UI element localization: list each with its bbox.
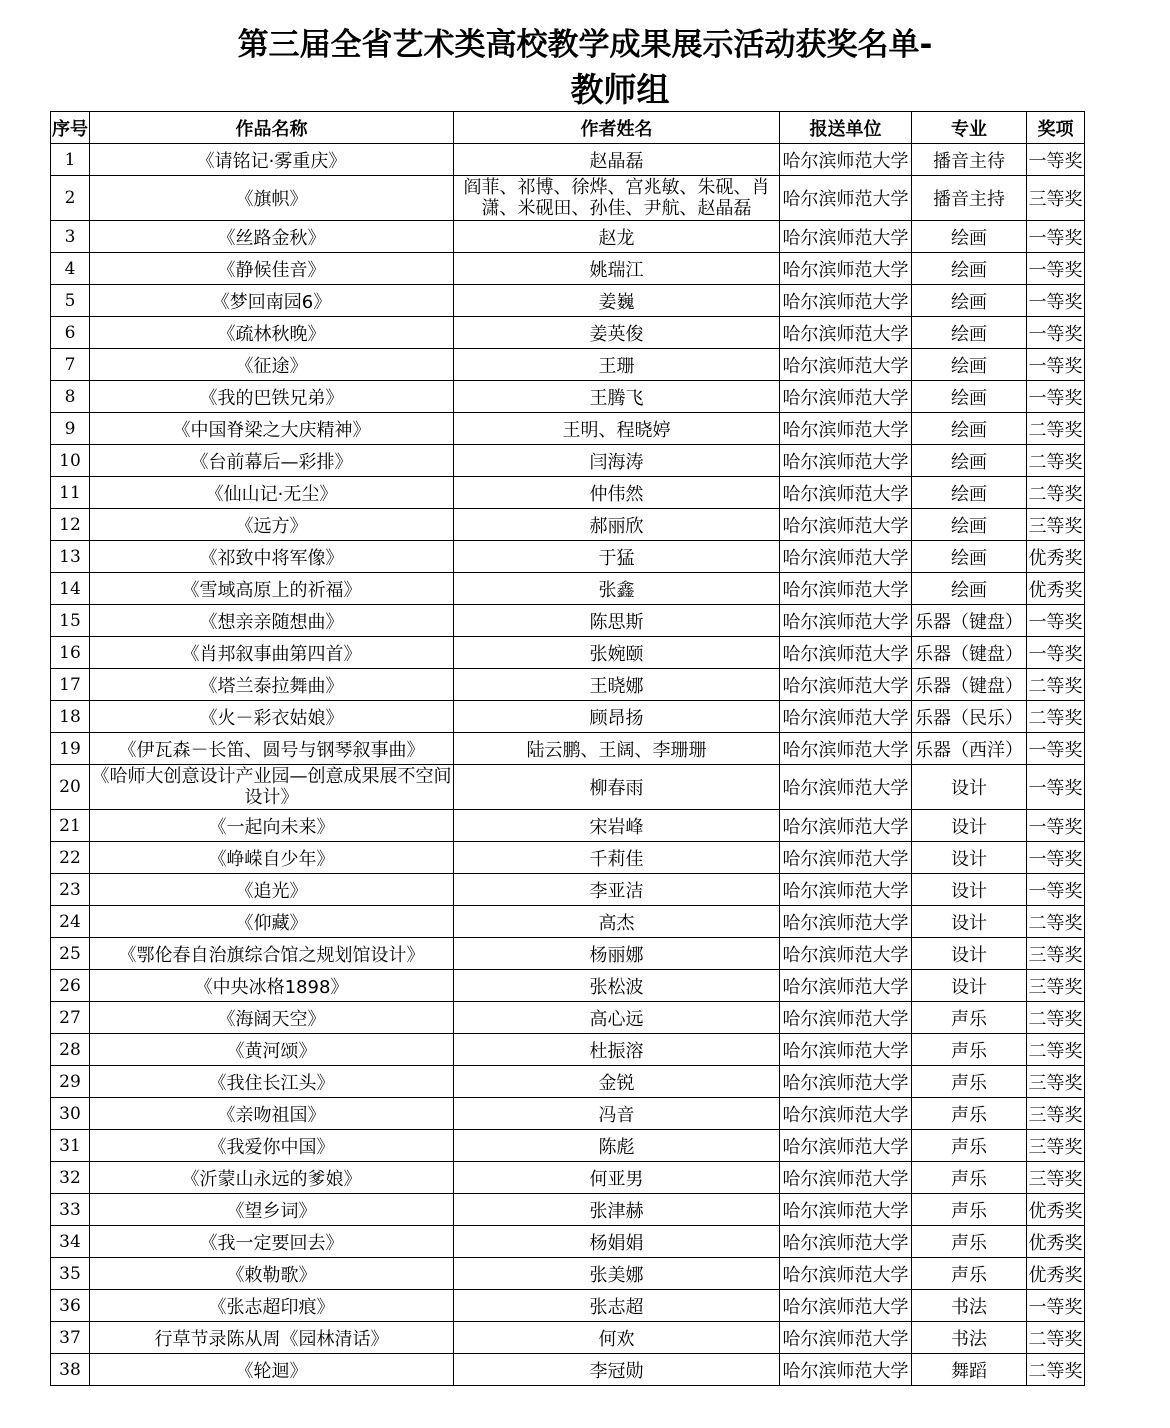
table-row [51,1258,1085,1290]
row-award: 二等奖 [1027,906,1085,938]
row-author: 王腾飞 [454,381,780,413]
row-unit: 哈尔滨师范大学 [780,874,912,906]
row-award: 三等奖 [1027,1098,1085,1130]
row-work-title: 《海阔天空》 [90,1002,454,1034]
row-author: 何欢 [454,1322,780,1354]
row-work-title: 《峥嵘自少年》 [90,842,454,874]
row-unit: 哈尔滨师范大学 [780,445,912,477]
row-index: 34 [51,1226,90,1258]
row-award: 三等奖 [1027,970,1085,1002]
row-author: 姜英俊 [454,317,780,349]
table-row [51,445,1085,477]
row-index: 25 [51,938,90,970]
row-award: 三等奖 [1027,176,1085,221]
row-major: 绘画 [912,573,1027,605]
row-unit: 哈尔滨师范大学 [780,1130,912,1162]
row-major: 设计 [912,810,1027,842]
table-row [51,970,1085,1002]
row-unit: 哈尔滨师范大学 [780,637,912,669]
row-index: 2 [51,176,90,221]
table-row [51,1098,1085,1130]
table-row [51,285,1085,317]
row-work-title: 《静候佳音》 [90,253,454,285]
row-index: 32 [51,1162,90,1194]
row-major: 绘画 [912,541,1027,573]
row-work-title: 《疏林秋晚》 [90,317,454,349]
row-index: 30 [51,1098,90,1130]
table-row [51,1322,1085,1354]
row-work-title: 《中国脊梁之大庆精神》 [90,413,454,445]
row-major: 乐器（西洋） [912,733,1027,765]
row-work-title: 《敕勒歌》 [90,1258,454,1290]
table-row [51,1002,1085,1034]
row-index: 17 [51,669,90,701]
row-work-title: 《哈师大创意设计产业园—创意成果展不空间设计》 [91,766,452,808]
row-award: 优秀奖 [1027,1226,1085,1258]
table-row [51,874,1085,906]
row-major: 绘画 [912,509,1027,541]
row-award: 三等奖 [1027,1066,1085,1098]
table-row [51,1226,1085,1258]
table-row [51,1290,1085,1322]
row-index: 7 [51,349,90,381]
table-row [51,637,1085,669]
row-unit: 哈尔滨师范大学 [780,317,912,349]
row-work-title: 《丝路金秋》 [90,221,454,253]
row-major: 绘画 [912,221,1027,253]
row-award: 优秀奖 [1027,1194,1085,1226]
row-unit: 哈尔滨师范大学 [780,285,912,317]
row-unit: 哈尔滨师范大学 [780,1066,912,1098]
row-unit: 哈尔滨师范大学 [780,701,912,733]
row-unit: 哈尔滨师范大学 [780,144,912,176]
row-work-title: 《想亲亲随想曲》 [90,605,454,637]
row-index: 13 [51,541,90,573]
row-index: 35 [51,1258,90,1290]
row-author: 张津赫 [454,1194,780,1226]
row-author: 千莉佳 [454,842,780,874]
row-work-title: 《雪域高原上的祈福》 [90,573,454,605]
row-index: 10 [51,445,90,477]
document-title: 第三届全省艺术类高校教学成果展示活动获奖名单- [237,27,933,63]
row-major: 绘画 [912,317,1027,349]
row-award: 二等奖 [1027,477,1085,509]
table-row [51,669,1085,701]
header-unit: 报送单位 [780,112,912,144]
row-major: 乐器（键盘） [912,669,1027,701]
row-unit: 哈尔滨师范大学 [780,733,912,765]
row-author: 杜振溶 [454,1034,780,1066]
row-work-title: 《征途》 [90,349,454,381]
row-unit: 哈尔滨师范大学 [780,906,912,938]
row-award: 优秀奖 [1027,1258,1085,1290]
row-author: 陈彪 [454,1130,780,1162]
row-unit: 哈尔滨师范大学 [780,1034,912,1066]
row-major: 声乐 [912,1258,1027,1290]
row-index: 18 [51,701,90,733]
row-unit: 哈尔滨师范大学 [780,1322,912,1354]
row-index: 11 [51,477,90,509]
row-major: 乐器（键盘） [912,605,1027,637]
row-unit: 哈尔滨师范大学 [780,1002,912,1034]
row-award: 优秀奖 [1027,573,1085,605]
row-award: 二等奖 [1027,669,1085,701]
table-row [51,1162,1085,1194]
table-row [51,1066,1085,1098]
row-author: 仲伟然 [454,477,780,509]
row-unit: 哈尔滨师范大学 [780,381,912,413]
row-author: 高心远 [454,1002,780,1034]
row-award: 一等奖 [1027,874,1085,906]
row-author: 宋岩峰 [454,810,780,842]
row-index: 26 [51,970,90,1002]
row-unit: 哈尔滨师范大学 [780,349,912,381]
table-row [51,509,1085,541]
row-author: 冯音 [454,1098,780,1130]
row-award: 一等奖 [1027,605,1085,637]
row-work-title: 《张志超印痕》 [90,1290,454,1322]
row-major: 设计 [912,970,1027,1002]
table-body [51,144,1085,1386]
row-author: 柳春雨 [454,765,780,810]
table-row [51,1034,1085,1066]
row-award: 优秀奖 [1027,541,1085,573]
row-author: 张婉颐 [454,637,780,669]
row-unit: 哈尔滨师范大学 [780,842,912,874]
row-index: 21 [51,810,90,842]
row-award: 二等奖 [1027,413,1085,445]
row-index: 22 [51,842,90,874]
row-work-title: 《我的巴铁兄弟》 [90,381,454,413]
table-row [51,810,1085,842]
row-work-title: 《一起向未来》 [90,810,454,842]
row-unit: 哈尔滨师范大学 [780,541,912,573]
row-major: 绘画 [912,477,1027,509]
row-work-title: 《仰藏》 [90,906,454,938]
row-author: 王晓娜 [454,669,780,701]
row-index: 19 [51,733,90,765]
row-major: 声乐 [912,1034,1027,1066]
row-index: 38 [51,1354,90,1386]
row-major: 绘画 [912,253,1027,285]
row-unit: 哈尔滨师范大学 [780,1098,912,1130]
row-unit: 哈尔滨师范大学 [780,1162,912,1194]
row-major: 乐器（键盘） [912,637,1027,669]
row-author: 于猛 [454,541,780,573]
row-major: 设计 [912,765,1027,810]
row-index: 20 [51,765,90,810]
table-row [51,221,1085,253]
row-unit: 哈尔滨师范大学 [780,765,912,810]
row-award: 一等奖 [1027,637,1085,669]
header-author: 作者姓名 [454,112,780,144]
row-award: 一等奖 [1027,285,1085,317]
row-unit: 哈尔滨师范大学 [780,605,912,637]
row-unit: 哈尔滨师范大学 [780,669,912,701]
table-row [51,605,1085,637]
row-work-title: 《远方》 [90,509,454,541]
table-header-row [51,112,1085,144]
row-award: 三等奖 [1027,1130,1085,1162]
header-index: 序号 [51,112,90,144]
row-award: 三等奖 [1027,509,1085,541]
row-award: 一等奖 [1027,1290,1085,1322]
row-major: 书法 [912,1322,1027,1354]
row-award: 一等奖 [1027,349,1085,381]
row-index: 36 [51,1290,90,1322]
row-major: 声乐 [912,1226,1027,1258]
row-author: 郝丽欣 [454,509,780,541]
row-major: 声乐 [912,1098,1027,1130]
row-unit: 哈尔滨师范大学 [780,573,912,605]
table-row [51,938,1085,970]
row-index: 6 [51,317,90,349]
row-award: 一等奖 [1027,733,1085,765]
row-author: 高杰 [454,906,780,938]
header-major: 专业 [912,112,1027,144]
row-award: 二等奖 [1027,445,1085,477]
row-major: 声乐 [912,1194,1027,1226]
row-unit: 哈尔滨师范大学 [780,1258,912,1290]
table-row [51,253,1085,285]
table-row [51,1194,1085,1226]
row-index: 29 [51,1066,90,1098]
row-major: 绘画 [912,445,1027,477]
row-index: 16 [51,637,90,669]
row-work-title: 《鄂伦春自治旗综合馆之规划馆设计》 [90,938,454,970]
row-work-title: 《中央冰格1898》 [90,970,454,1002]
row-author: 王明、程晓婷 [454,413,780,445]
row-author: 张松波 [454,970,780,1002]
row-unit: 哈尔滨师范大学 [780,1354,912,1386]
table-row [51,413,1085,445]
row-unit: 哈尔滨师范大学 [780,970,912,1002]
row-index: 4 [51,253,90,285]
row-index: 27 [51,1002,90,1034]
row-major: 绘画 [912,413,1027,445]
row-index: 28 [51,1034,90,1066]
table-row [51,733,1085,765]
row-unit: 哈尔滨师范大学 [780,1226,912,1258]
row-major: 声乐 [912,1066,1027,1098]
row-author: 杨丽娜 [454,938,780,970]
row-award: 一等奖 [1027,317,1085,349]
row-major: 设计 [912,874,1027,906]
table-row [51,765,1085,810]
table-row [51,573,1085,605]
row-index: 31 [51,1130,90,1162]
row-major: 舞蹈 [912,1354,1027,1386]
row-author: 张志超 [454,1290,780,1322]
row-work-title: 《祁致中将军像》 [90,541,454,573]
row-author: 赵龙 [454,221,780,253]
row-award: 一等奖 [1027,810,1085,842]
table-row [51,701,1085,733]
row-work-title: 《仙山记·无尘》 [90,477,454,509]
row-index: 9 [51,413,90,445]
row-index: 8 [51,381,90,413]
row-award: 三等奖 [1027,1162,1085,1194]
row-author: 姜巍 [454,285,780,317]
row-major: 设计 [912,906,1027,938]
row-award: 一等奖 [1027,221,1085,253]
row-unit: 哈尔滨师范大学 [780,1194,912,1226]
row-author: 王珊 [454,349,780,381]
row-work-title: 行草节录陈从周《园林清话》 [90,1322,454,1354]
row-work-title: 《塔兰泰拉舞曲》 [90,669,454,701]
row-author: 何亚男 [454,1162,780,1194]
row-major: 设计 [912,938,1027,970]
row-work-title: 《伊瓦森－长笛、圆号与钢琴叙事曲》 [90,733,454,765]
row-index: 5 [51,285,90,317]
row-work-title: 《我爱你中国》 [90,1130,454,1162]
row-author: 闫海涛 [454,445,780,477]
row-major: 声乐 [912,1130,1027,1162]
row-author: 赵晶磊 [454,144,780,176]
row-index: 3 [51,221,90,253]
awards-table [50,111,1085,1386]
table-row [51,541,1085,573]
row-award: 二等奖 [1027,1354,1085,1386]
table-row [51,144,1085,176]
row-major: 乐器（民乐） [912,701,1027,733]
row-major: 播音主持 [912,176,1027,221]
row-award: 一等奖 [1027,842,1085,874]
row-award: 一等奖 [1027,253,1085,285]
row-unit: 哈尔滨师范大学 [780,477,912,509]
row-major: 绘画 [912,285,1027,317]
document-subtitle: 教师组 [570,70,670,109]
table-row [51,176,1085,221]
row-author: 李亚洁 [454,874,780,906]
table-row [51,1130,1085,1162]
row-work-title: 《我住长江头》 [90,1066,454,1098]
row-work-title: 《黄河颂》 [90,1034,454,1066]
header-work-title: 作品名称 [90,112,454,144]
row-work-title: 《火－彩衣姑娘》 [90,701,454,733]
table-row [51,1354,1085,1386]
row-author: 张美娜 [454,1258,780,1290]
row-major: 绘画 [912,381,1027,413]
row-major: 设计 [912,842,1027,874]
row-unit: 哈尔滨师范大学 [780,413,912,445]
row-author: 陈思斯 [454,605,780,637]
row-author: 陆云鹏、王阔、李珊珊 [454,733,780,765]
row-unit: 哈尔滨师范大学 [780,176,912,221]
row-author: 张鑫 [454,573,780,605]
row-author: 金锐 [454,1066,780,1098]
row-award: 二等奖 [1027,1322,1085,1354]
row-award: 一等奖 [1027,765,1085,810]
row-unit: 哈尔滨师范大学 [780,938,912,970]
row-award: 二等奖 [1027,1034,1085,1066]
row-author: 顾昂扬 [454,701,780,733]
table-row [51,906,1085,938]
row-author: 李冠勋 [454,1354,780,1386]
row-index: 15 [51,605,90,637]
row-work-title: 《旗帜》 [90,176,454,221]
row-work-title: 《亲吻祖国》 [90,1098,454,1130]
row-author: 阎菲、祁博、徐烨、宫兆敏、朱砚、肖潇、米砚田、孙佳、尹航、赵晶磊 [454,176,780,221]
row-index: 37 [51,1322,90,1354]
row-work-title: 《台前幕后—彩排》 [90,445,454,477]
row-major: 绘画 [912,349,1027,381]
row-index: 14 [51,573,90,605]
row-unit: 哈尔滨师范大学 [780,253,912,285]
table-row [51,349,1085,381]
row-unit: 哈尔滨师范大学 [780,509,912,541]
table-row [51,477,1085,509]
row-award: 一等奖 [1027,381,1085,413]
table-row [51,317,1085,349]
row-work-title: 《肖邦叙事曲第四首》 [90,637,454,669]
row-major: 声乐 [912,1002,1027,1034]
row-index: 24 [51,906,90,938]
row-award: 二等奖 [1027,701,1085,733]
table-row [51,381,1085,413]
row-major: 书法 [912,1290,1027,1322]
row-index: 12 [51,509,90,541]
row-author: 姚瑞江 [454,253,780,285]
row-work-title: 《梦回南园6》 [90,285,454,317]
header-award: 奖项 [1027,112,1085,144]
row-award: 一等奖 [1027,144,1085,176]
row-author: 杨娟娟 [454,1226,780,1258]
row-unit: 哈尔滨师范大学 [780,1290,912,1322]
row-index: 1 [51,144,90,176]
row-unit: 哈尔滨师范大学 [780,221,912,253]
row-work-title: 《追光》 [90,874,454,906]
row-award: 二等奖 [1027,1002,1085,1034]
row-work-title: 《轮迴》 [90,1354,454,1386]
row-index: 33 [51,1194,90,1226]
row-work-title: 《沂蒙山永远的爹娘》 [90,1162,454,1194]
row-work-title: 《我一定要回去》 [90,1226,454,1258]
row-award: 三等奖 [1027,938,1085,970]
row-work-title: 《望乡词》 [90,1194,454,1226]
row-major: 播音主待 [912,144,1027,176]
table-row [51,842,1085,874]
row-index: 23 [51,874,90,906]
row-work-title: 《请铭记·雾重庆》 [90,144,454,176]
row-unit: 哈尔滨师范大学 [780,810,912,842]
row-major: 声乐 [912,1162,1027,1194]
